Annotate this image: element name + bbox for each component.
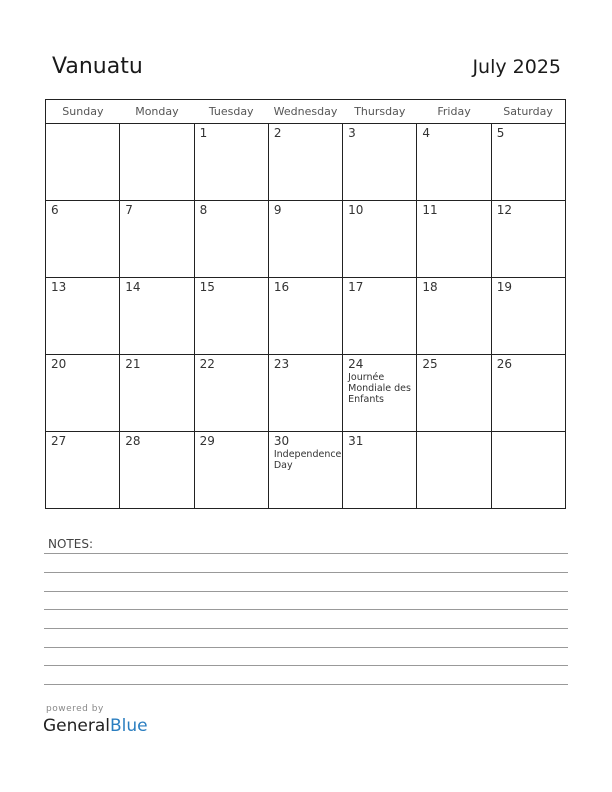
day-cell (194, 432, 268, 509)
day-cell (417, 201, 491, 278)
note-line (44, 684, 568, 685)
day-number: 31 (348, 434, 364, 448)
day-cell (268, 355, 342, 432)
day-cell (268, 278, 342, 355)
brand-general: General (43, 716, 110, 736)
day-cell (268, 124, 342, 201)
day-number: 5 (496, 126, 505, 140)
day-number: 16 (273, 280, 290, 294)
day-cell (491, 355, 565, 432)
generalblue-logo (43, 716, 148, 736)
calendar-country-title: Vanuatu (52, 54, 143, 79)
day-cell (46, 124, 120, 201)
note-line (44, 572, 568, 573)
day-number: 17 (348, 280, 364, 294)
day-cell (343, 124, 417, 201)
day-cell (46, 355, 120, 432)
day-number: 30 (273, 434, 290, 448)
brand-blue: Blue (110, 716, 148, 736)
day-number (492, 432, 565, 433)
day-cell (268, 201, 342, 278)
note-line (44, 628, 568, 629)
day-cell (46, 201, 120, 278)
day-number: 15 (199, 280, 215, 294)
day-number: 11 (422, 203, 438, 217)
weekday-header: Saturday (491, 100, 565, 124)
day-number: 22 (199, 357, 215, 371)
holiday-event: Independence Day (273, 449, 342, 471)
day-number: 19 (496, 280, 512, 294)
day-number: 13 (51, 280, 67, 294)
day-number: 14 (125, 280, 141, 294)
day-number: 26 (496, 357, 512, 371)
day-cell (120, 355, 194, 432)
calendar-grid (45, 99, 566, 509)
day-number: 18 (422, 280, 438, 294)
note-line (44, 647, 568, 648)
weekday-header: Tuesday (194, 100, 268, 124)
day-number: 12 (496, 203, 512, 217)
day-number: 27 (51, 434, 67, 448)
week-row (46, 124, 566, 201)
day-number: 8 (199, 203, 208, 217)
weekday-header: Monday (120, 100, 194, 124)
day-number: 10 (348, 203, 364, 217)
day-number: 20 (51, 357, 67, 371)
day-number (46, 124, 119, 125)
notes-label: NOTES: (48, 537, 93, 551)
weekday-header-row (46, 100, 566, 124)
day-cell (417, 278, 491, 355)
day-cell (46, 278, 120, 355)
day-cell (417, 124, 491, 201)
day-number: 3 (348, 126, 356, 140)
day-cell (194, 201, 268, 278)
day-cell (120, 278, 194, 355)
day-cell (491, 278, 565, 355)
week-row (46, 355, 566, 432)
day-number: 25 (422, 357, 438, 371)
day-cell (343, 201, 417, 278)
note-line (44, 609, 568, 610)
day-number: 23 (273, 357, 290, 371)
week-row (46, 201, 566, 278)
week-row (46, 432, 566, 509)
day-number (417, 432, 490, 433)
weekday-header: Sunday (46, 100, 120, 124)
day-cell (120, 432, 194, 509)
day-cell (194, 355, 268, 432)
weekday-header: Friday (417, 100, 491, 124)
day-cell (343, 278, 417, 355)
day-cell (194, 124, 268, 201)
day-number: 4 (422, 126, 431, 140)
day-cell (417, 355, 491, 432)
week-row (46, 278, 566, 355)
day-cell (120, 124, 194, 201)
day-number: 28 (125, 434, 141, 448)
calendar-month-year: July 2025 (472, 56, 561, 78)
holiday-event: Journée Mondiale des Enfants (348, 372, 411, 405)
weekday-header: Thursday (343, 100, 417, 124)
day-cell (417, 432, 491, 509)
note-line (44, 665, 568, 666)
weekday-header: Wednesday (268, 100, 342, 124)
day-number: 1 (199, 126, 208, 140)
day-cell (268, 432, 342, 509)
day-number: 29 (199, 434, 215, 448)
day-number: 9 (273, 203, 282, 217)
day-cell (491, 124, 565, 201)
powered-by-text: powered by (46, 704, 104, 714)
day-number: 21 (125, 357, 141, 371)
day-cell (46, 432, 120, 509)
day-number: 2 (273, 126, 282, 140)
note-line (44, 591, 568, 592)
day-cell (491, 201, 565, 278)
day-number (120, 124, 193, 125)
day-cell (491, 432, 565, 509)
day-cell (343, 355, 417, 432)
day-number: 7 (125, 203, 133, 217)
day-cell (343, 432, 417, 509)
day-cell (120, 201, 194, 278)
day-number: 6 (51, 203, 59, 217)
day-number: 24 (348, 357, 364, 371)
day-cell (194, 278, 268, 355)
note-line (44, 553, 568, 554)
